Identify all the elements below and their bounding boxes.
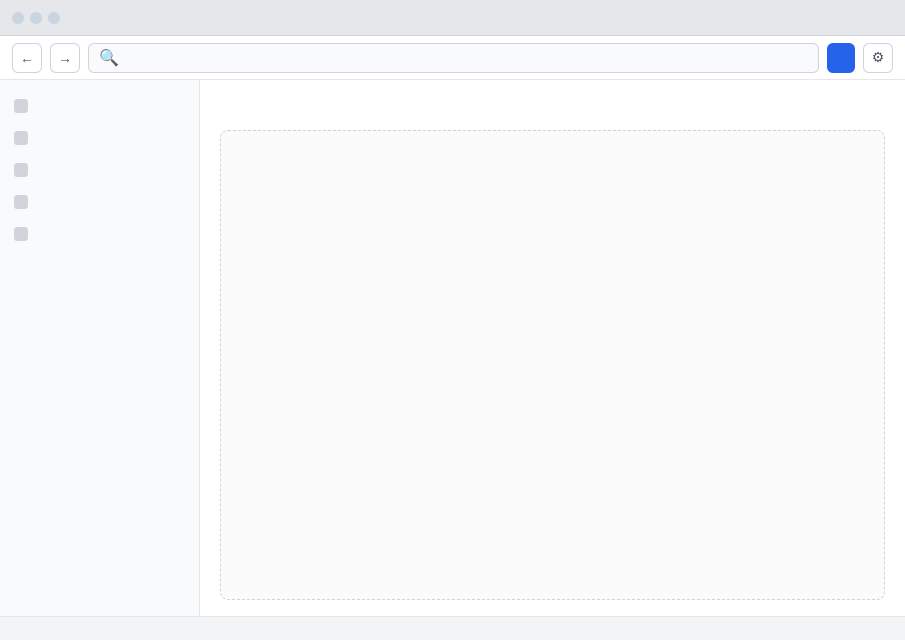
- back-button[interactable]: [12, 43, 42, 73]
- minimize-window-button[interactable]: [30, 12, 42, 24]
- primary-button[interactable]: [827, 43, 855, 73]
- app-body: [0, 80, 905, 616]
- window-controls: [12, 12, 60, 24]
- search-input[interactable]: [125, 49, 808, 66]
- main-panel: [200, 80, 905, 616]
- sidebar-item-2[interactable]: [0, 122, 199, 154]
- forward-icon: →: [58, 49, 72, 66]
- sidebar-item-icon: [14, 131, 28, 145]
- back-icon: ←: [20, 49, 34, 66]
- sidebar-item-icon: [14, 227, 28, 241]
- settings-button[interactable]: [863, 43, 893, 73]
- search-icon: 🔍: [99, 48, 119, 67]
- maximize-window-button[interactable]: [48, 12, 60, 24]
- status-bar: [0, 616, 905, 640]
- sidebar: [0, 80, 200, 616]
- sidebar-item-icon: [14, 99, 28, 113]
- sidebar-item-icon: [14, 195, 28, 209]
- forward-button[interactable]: [50, 43, 80, 73]
- sidebar-item-3[interactable]: [0, 154, 199, 186]
- sidebar-item-1[interactable]: [0, 90, 199, 122]
- sidebar-item-icon: [14, 163, 28, 177]
- sidebar-item-4[interactable]: [0, 186, 199, 218]
- content-area: [220, 130, 885, 600]
- search-box[interactable]: [88, 43, 819, 73]
- title-bar: [0, 0, 905, 36]
- close-window-button[interactable]: [12, 12, 24, 24]
- toolbar: [0, 36, 905, 80]
- gear-icon: ⚙: [871, 49, 885, 65]
- sidebar-item-5[interactable]: [0, 218, 199, 250]
- page-title: [220, 96, 885, 118]
